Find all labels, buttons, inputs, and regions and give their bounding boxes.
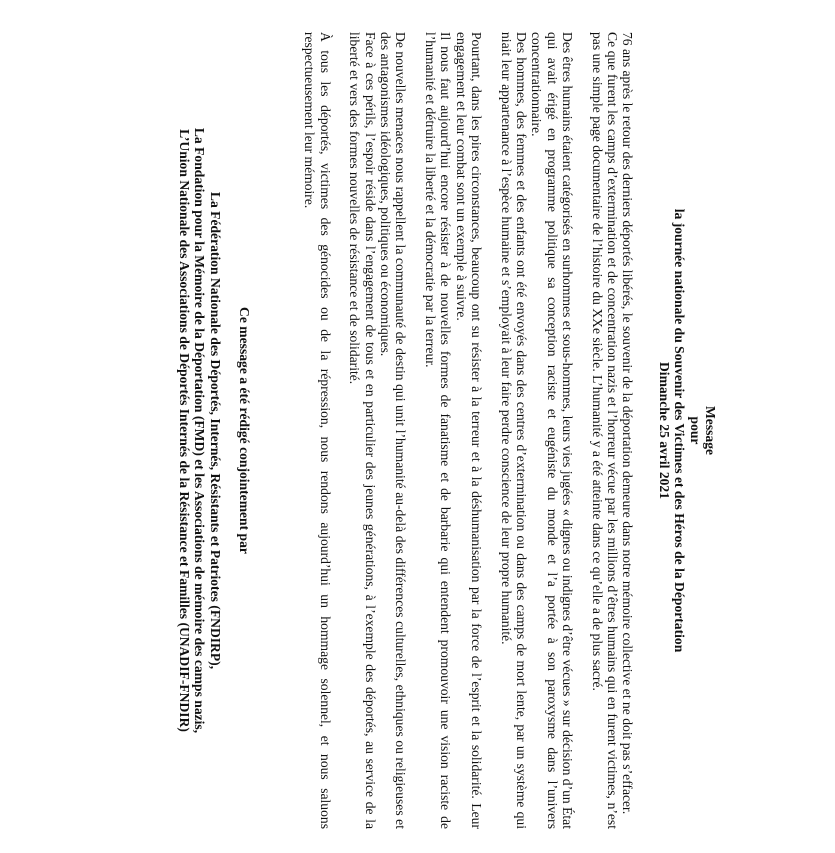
paragraph-3-line-2: Il nous faut aujourd’hui encore résister à de nouvelles formes de fanatisme et de barbarie qui entendent promouvoir une vision raciste de l’humanité et détruire la liberté et la démocratie par la terreur. [422, 32, 454, 829]
paragraph-2 [498, 32, 575, 829]
signatories-intro: Ce message a été rédigé conjointement par [237, 307, 253, 554]
signatory-fndirp: La Fédération Nationale des Déportés, Internés, Résistants et Patriotes (FNDIRP), [207, 191, 223, 670]
title-pour: pour [687, 416, 703, 445]
title-date: Dimanche 25 avril 2021 [656, 361, 672, 500]
paragraph-1-line-2: Ce que furent les camps d’extermination et de concentration nazis et l’horreur vécue par les millions d’êtres humains qui en furent victimes, n’est pas une simple page documentaire de l’histoire du XXe siècle. L’humanité y a été atteinte dans ce qu’elle a de plus sacré. [589, 32, 620, 829]
paragraph-4 [347, 32, 409, 829]
paragraph-4-line-2: Face à ces périls, l’espoir réside dans l’engagement de tous et en particulier des jeunes générations, à l’exemple des déportés, au service de la liberté et vers des formes nouvelles de résistance et de solidarité. [347, 32, 378, 829]
paragraph-1 [589, 32, 635, 829]
paragraph-3-line-1: Pourtant, dans les pires circonstances, beaucoup ont su résister à la terreur et à la déshumanisation par la force de l’esprit et la solidarité. Leur engagement et leur combat sont un exemple à suivre. [453, 32, 485, 829]
title-message: Message [703, 405, 718, 456]
paragraph-2-line-1: Des êtres humains étaient catégorisés en surhommes et sous-hommes, leurs vies jugées « dignes ou indignes d’être vécues » sur décision d’un État qui avait érigé en programme politique sa conception raciste et eugéniste du monde et l’a portée à son paroxysme dans l’univers concentrationnaire. [529, 32, 576, 829]
signatory-unadif: L’Union Nationale des Associations de Déportés Internés de la Résistance et Familles (UNADIF-FNDIR) [176, 129, 192, 732]
signatory-fmd: La Fondation pour la Mémoire de la Déportation (FMD) et les Associations de mémoire des camps nazis, [192, 127, 208, 734]
paragraph-2-line-2: Des hommes, des femmes et des enfants ont été envoyés dans des centres d’extermination ou dans des camps de mort lente, par un système qui niait leur appartenance à l’espèce humaine et s’employait à leur faire perdre conscience de leur propre humanité. [498, 32, 529, 829]
title-journee: la journée nationale du Souvenir des Victimes et des Héros de la Déportation [672, 208, 688, 653]
paragraph-5 [302, 32, 333, 829]
paragraph-5-line-1: À tous les déportés, victimes des génocides ou de la répression, nous rendons aujourd’hui un hommage solennel, et nous saluons respectueusement leur mémoire. [302, 32, 333, 829]
message-header [656, 32, 718, 829]
paragraph-1-line-1: 76 ans après le retour des derniers déportés libérés, le souvenir de la déportation demeure dans notre mémoire collective et ne doit pas s’effacer. [620, 32, 636, 815]
signatories-block [176, 32, 252, 829]
paragraph-4-line-1: De nouvelles menaces nous rappellent la communauté de destin qui unit l’humanité au-delà des différences culturelles, ethniques ou religieuses et des antagonismes idéologiques, politiques ou économiques. [378, 32, 409, 829]
paragraph-3 [423, 32, 485, 829]
